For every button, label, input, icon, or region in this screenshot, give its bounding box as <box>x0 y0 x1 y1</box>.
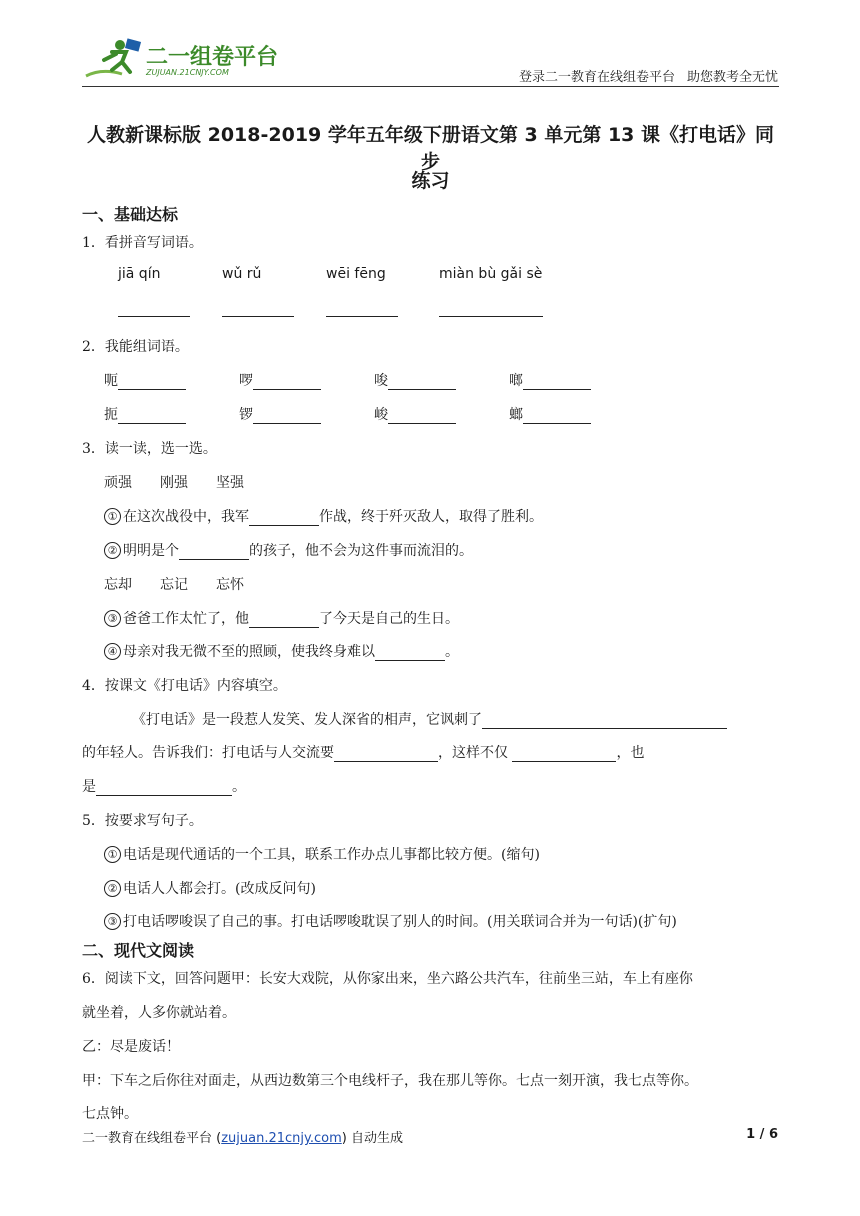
sentence-text: 作战，终于歼灭敌人，取得了胜利。 <box>319 509 543 525</box>
question-6-line-3: 乙：尽是废话！ <box>82 1039 180 1055</box>
answer-blank[interactable] <box>375 644 445 661</box>
sentence-3-2 <box>104 540 473 560</box>
question-6-line-4: 甲：下车之后你往对面走，从西边数第三个电线杆子，我在那儿等你。七点一刻开演，我七点等你。 <box>82 1073 698 1089</box>
answer-blank[interactable] <box>512 745 616 762</box>
char-label: 啷 <box>509 373 523 389</box>
question-4: 4．按课文《打电话》内容填空。 <box>82 678 287 694</box>
sentence-text: 在这次战役中，我军 <box>123 509 249 525</box>
sentence-text: 电话人人都会打。(改成反问句) <box>123 881 316 897</box>
char-label: 锣 <box>239 407 253 423</box>
sentence-text: 。 <box>232 779 246 795</box>
char-label: 唆 <box>374 373 388 389</box>
page-title-line1: 人教新课标版 2018-2019 学年五年级下册语文第 3 单元第 13 课《打电话》同步 <box>87 124 774 173</box>
pinyin-4: miàn bù gǎi sè <box>439 266 543 282</box>
answer-blank[interactable] <box>439 316 543 317</box>
char-item <box>104 404 186 424</box>
answer-blank[interactable] <box>118 373 186 390</box>
slogan-motto: 助您教考全无忧 <box>686 70 778 85</box>
answer-blank[interactable] <box>222 316 294 317</box>
sentence-text: ，也 <box>616 745 645 761</box>
char-item <box>509 370 591 390</box>
char-label: 呃 <box>104 373 118 389</box>
number-marker: ② <box>104 542 121 559</box>
q4-line-2 <box>82 742 644 762</box>
char-label: 峻 <box>374 407 388 423</box>
question-5: 5．按要求写句子。 <box>82 813 203 829</box>
question-6-line-5: 七点钟。 <box>82 1106 138 1122</box>
pinyin-1: jiā qín <box>118 266 161 282</box>
sentence-text: 打电话啰唆误了自己的事。打电话啰唆耽误了别人的时间。(用关联词合并为一句话)(扩句) <box>123 914 677 930</box>
pinyin-3: wēi fēng <box>326 266 386 282</box>
answer-blank[interactable] <box>249 509 319 526</box>
char-item <box>374 404 456 424</box>
answer-blank[interactable] <box>253 407 321 424</box>
question-6-line-1: 6．阅读下文，回答问题甲：长安大戏院，从你家出来，坐六路公共汽车，往前坐三站，车上有座你 <box>82 971 693 987</box>
footer-source <box>82 1127 403 1146</box>
footer-link[interactable]: zujuan.21cnjy.com <box>221 1131 342 1146</box>
answer-blank[interactable] <box>523 373 591 390</box>
answer-blank[interactable] <box>482 712 727 729</box>
number-marker: ② <box>104 880 121 897</box>
answer-blank[interactable] <box>326 316 398 317</box>
sentence-text: ，这样不仅 <box>438 745 508 761</box>
slogan-login: 登录二一教育在线组卷平台 <box>518 70 675 85</box>
answer-blank[interactable] <box>388 407 456 424</box>
q4-line-3 <box>82 776 246 796</box>
answer-blank[interactable] <box>96 779 232 796</box>
number-marker: ③ <box>104 610 121 627</box>
answer-blank[interactable] <box>249 611 319 628</box>
char-label: 啰 <box>239 373 253 389</box>
number-marker: ④ <box>104 643 121 660</box>
char-item <box>239 404 321 424</box>
sentence-text: 了今天是自己的生日。 <box>319 611 459 627</box>
sentence-5-3 <box>104 911 677 931</box>
sentence-text: 的孩子，他不会为这件事而流泪的。 <box>249 543 473 559</box>
answer-blank[interactable] <box>118 407 186 424</box>
char-label: 螂 <box>509 407 523 423</box>
section-basic: 一、基础达标 <box>82 205 179 224</box>
answer-blank[interactable] <box>334 745 438 762</box>
answer-blank[interactable] <box>388 373 456 390</box>
char-label: 扼 <box>104 407 118 423</box>
char-item <box>374 370 456 390</box>
sentence-text: 是 <box>82 779 96 795</box>
question-6-line-2: 就坐着，人多你就站着。 <box>82 1005 236 1021</box>
word-choices-1: 顽强 刚强 坚强 <box>104 475 244 491</box>
sentence-3-4 <box>104 641 459 661</box>
pinyin-2: wǔ rǔ <box>222 266 262 282</box>
sentence-text: 爸爸工作太忙了，他 <box>123 611 249 627</box>
char-item <box>239 370 321 390</box>
logo <box>82 38 282 82</box>
footer-text: ) 自动生成 <box>341 1131 403 1146</box>
runner-logo-icon <box>82 38 144 82</box>
sentence-3-1 <box>104 506 543 526</box>
sentence-5-1 <box>104 844 540 864</box>
word-choices-2: 忘却 忘记 忘怀 <box>104 577 244 593</box>
question-3: 3．读一读，选一选。 <box>82 441 217 457</box>
sentence-text: 。 <box>445 644 459 660</box>
page-number: 1 / 6 <box>746 1127 778 1142</box>
sentence-3-3 <box>104 608 459 628</box>
sentence-text: 电话是现代通话的一个工具，联系工作办点儿事都比较方便。(缩句) <box>123 847 540 863</box>
question-2: 2．我能组词语。 <box>82 339 189 355</box>
char-item <box>104 370 186 390</box>
logo-text: 二一组卷平台 <box>146 45 279 70</box>
answer-blank[interactable] <box>179 543 249 560</box>
sentence-5-2 <box>104 878 316 898</box>
question-1: 1．看拼音写词语。 <box>82 235 203 251</box>
page-title-line2: 练习 <box>411 170 450 192</box>
header-divider <box>82 86 779 87</box>
sentence-text: 的年轻人。告诉我们：打电话与人交流要 <box>82 745 334 761</box>
sentence-text: 母亲对我无微不至的照顾，使我终身难以 <box>123 644 375 660</box>
sentence-text: 《打电话》是一段惹人发笑、发人深省的相声，它讽刺了 <box>132 712 482 728</box>
number-marker: ① <box>104 508 121 525</box>
number-marker: ③ <box>104 913 121 930</box>
number-marker: ① <box>104 846 121 863</box>
answer-blank[interactable] <box>253 373 321 390</box>
logo-url: ZUJUAN.21CNJY.COM <box>146 68 229 77</box>
q4-line-1 <box>132 709 727 729</box>
sentence-text: 明明是个 <box>123 543 179 559</box>
answer-blank[interactable] <box>523 407 591 424</box>
section-reading: 二、现代文阅读 <box>82 941 195 960</box>
header-slogan <box>507 66 778 85</box>
footer-text: 二一教育在线组卷平台 ( <box>82 1131 222 1146</box>
char-item <box>509 404 591 424</box>
answer-blank[interactable] <box>118 316 190 317</box>
